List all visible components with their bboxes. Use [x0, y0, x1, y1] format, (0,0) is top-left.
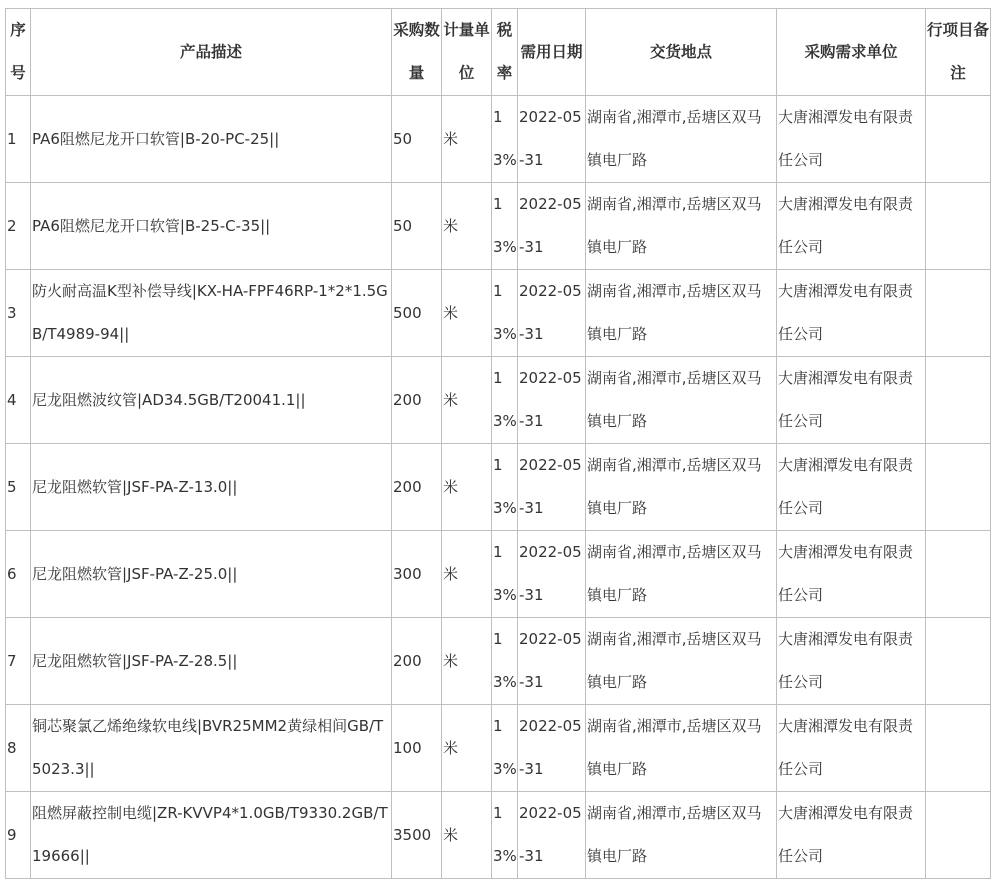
- cell-qty: 200: [392, 357, 442, 444]
- cell-note: [926, 705, 991, 792]
- cell-desc: 铜芯聚氯乙烯绝缘软电线|BVR25MM2黄绿相间GB/T5023.3||: [31, 705, 392, 792]
- cell-note: [926, 357, 991, 444]
- table-row: [6, 96, 991, 183]
- cell-unit: 米: [442, 792, 492, 879]
- cell-dept: 大唐湘潭发电有限责任公司: [777, 96, 926, 183]
- cell-place: 湖南省,湘潭市,岳塘区双马镇电厂路: [586, 792, 777, 879]
- cell-tax: 13%: [492, 618, 518, 705]
- cell-unit: 米: [442, 270, 492, 357]
- table-row: [6, 357, 991, 444]
- cell-qty: 300: [392, 531, 442, 618]
- cell-date: 2022-05-31: [518, 96, 586, 183]
- table-row: [6, 705, 991, 792]
- header-row: [6, 9, 991, 96]
- cell-unit: 米: [442, 444, 492, 531]
- cell-desc: 尼龙阻燃软管|JSF-PA-Z-25.0||: [31, 531, 392, 618]
- cell-place: 湖南省,湘潭市,岳塘区双马镇电厂路: [586, 444, 777, 531]
- header-date: 需用日期: [518, 9, 586, 96]
- cell-place: 湖南省,湘潭市,岳塘区双马镇电厂路: [586, 96, 777, 183]
- cell-date: 2022-05-31: [518, 183, 586, 270]
- cell-dept: 大唐湘潭发电有限责任公司: [777, 531, 926, 618]
- cell-dept: 大唐湘潭发电有限责任公司: [777, 792, 926, 879]
- cell-date: 2022-05-31: [518, 444, 586, 531]
- cell-place: 湖南省,湘潭市,岳塘区双马镇电厂路: [586, 183, 777, 270]
- cell-note: [926, 444, 991, 531]
- header-unit: 计量单位: [442, 9, 492, 96]
- cell-seq: 6: [6, 531, 31, 618]
- cell-qty: 3500: [392, 792, 442, 879]
- cell-note: [926, 618, 991, 705]
- cell-date: 2022-05-31: [518, 357, 586, 444]
- cell-desc: PA6阻燃尼龙开口软管|B-25-C-35||: [31, 183, 392, 270]
- cell-date: 2022-05-31: [518, 705, 586, 792]
- cell-seq: 4: [6, 357, 31, 444]
- table-row: [6, 531, 991, 618]
- cell-note: [926, 183, 991, 270]
- cell-place: 湖南省,湘潭市,岳塘区双马镇电厂路: [586, 270, 777, 357]
- cell-place: 湖南省,湘潭市,岳塘区双马镇电厂路: [586, 618, 777, 705]
- cell-seq: 3: [6, 270, 31, 357]
- cell-seq: 9: [6, 792, 31, 879]
- cell-qty: 100: [392, 705, 442, 792]
- cell-note: [926, 96, 991, 183]
- cell-dept: 大唐湘潭发电有限责任公司: [777, 705, 926, 792]
- cell-dept: 大唐湘潭发电有限责任公司: [777, 270, 926, 357]
- header-tax: 税率: [492, 9, 518, 96]
- cell-tax: 13%: [492, 792, 518, 879]
- header-desc: 产品描述: [31, 9, 392, 96]
- cell-tax: 13%: [492, 96, 518, 183]
- cell-desc: 尼龙阻燃软管|JSF-PA-Z-13.0||: [31, 444, 392, 531]
- cell-dept: 大唐湘潭发电有限责任公司: [777, 618, 926, 705]
- cell-place: 湖南省,湘潭市,岳塘区双马镇电厂路: [586, 531, 777, 618]
- cell-qty: 50: [392, 96, 442, 183]
- header-seq: 序号: [6, 9, 31, 96]
- cell-qty: 200: [392, 444, 442, 531]
- cell-place: 湖南省,湘潭市,岳塘区双马镇电厂路: [586, 357, 777, 444]
- cell-qty: 50: [392, 183, 442, 270]
- cell-seq: 2: [6, 183, 31, 270]
- cell-tax: 13%: [492, 183, 518, 270]
- cell-desc: 防火耐高温K型补偿导线|KX-HA-FPF46RP-1*2*1.5GB/T4989-94||: [31, 270, 392, 357]
- cell-seq: 1: [6, 96, 31, 183]
- cell-unit: 米: [442, 618, 492, 705]
- cell-tax: 13%: [492, 531, 518, 618]
- cell-date: 2022-05-31: [518, 531, 586, 618]
- cell-tax: 13%: [492, 270, 518, 357]
- table-row: [6, 270, 991, 357]
- cell-dept: 大唐湘潭发电有限责任公司: [777, 444, 926, 531]
- table-row: [6, 183, 991, 270]
- cell-unit: 米: [442, 357, 492, 444]
- cell-note: [926, 792, 991, 879]
- cell-desc: PA6阻燃尼龙开口软管|B-20-PC-25||: [31, 96, 392, 183]
- cell-seq: 7: [6, 618, 31, 705]
- cell-dept: 大唐湘潭发电有限责任公司: [777, 183, 926, 270]
- cell-tax: 13%: [492, 357, 518, 444]
- cell-unit: 米: [442, 96, 492, 183]
- procurement-table: [5, 8, 991, 879]
- table-row: [6, 792, 991, 879]
- cell-date: 2022-05-31: [518, 792, 586, 879]
- cell-qty: 500: [392, 270, 442, 357]
- cell-note: [926, 531, 991, 618]
- header-note: 行项目备注: [926, 9, 991, 96]
- header-place: 交货地点: [586, 9, 777, 96]
- cell-dept: 大唐湘潭发电有限责任公司: [777, 357, 926, 444]
- cell-date: 2022-05-31: [518, 618, 586, 705]
- header-dept: 采购需求单位: [777, 9, 926, 96]
- cell-place: 湖南省,湘潭市,岳塘区双马镇电厂路: [586, 705, 777, 792]
- table-row: [6, 618, 991, 705]
- header-qty: 采购数量: [392, 9, 442, 96]
- cell-seq: 5: [6, 444, 31, 531]
- cell-desc: 尼龙阻燃软管|JSF-PA-Z-28.5||: [31, 618, 392, 705]
- table-row: [6, 444, 991, 531]
- cell-unit: 米: [442, 183, 492, 270]
- cell-tax: 13%: [492, 705, 518, 792]
- cell-qty: 200: [392, 618, 442, 705]
- cell-note: [926, 270, 991, 357]
- cell-tax: 13%: [492, 444, 518, 531]
- cell-desc: 尼龙阻燃波纹管|AD34.5GB/T20041.1||: [31, 357, 392, 444]
- cell-date: 2022-05-31: [518, 270, 586, 357]
- cell-seq: 8: [6, 705, 31, 792]
- cell-unit: 米: [442, 531, 492, 618]
- cell-unit: 米: [442, 705, 492, 792]
- cell-desc: 阻燃屏蔽控制电缆|ZR-KVVP4*1.0GB/T9330.2GB/T19666||: [31, 792, 392, 879]
